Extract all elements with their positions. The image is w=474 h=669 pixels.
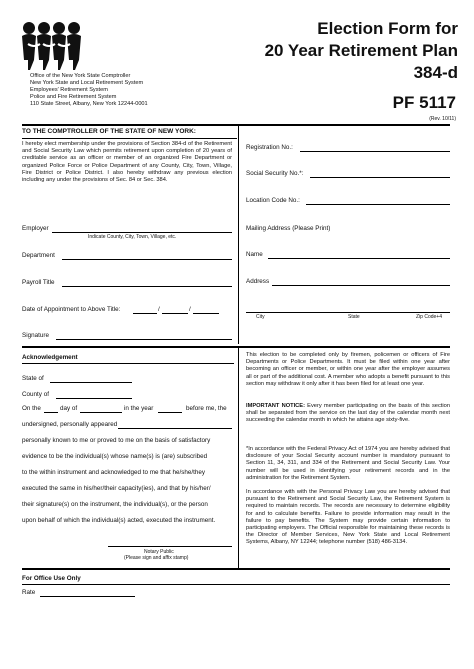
employer-hint: Indicate County, City, Town, Village, etc. — [88, 234, 177, 240]
employer-label: Employer — [22, 225, 49, 232]
form-title-line3: 384-d — [413, 63, 458, 82]
important-notice-text: Every member participating on the basis of this section shall be separated from the service on the last day of the calendar month next succeeding the calendar month in which he attains age sixty-five. — [246, 403, 450, 424]
mailing-address-label: Mailing Address (Please Print) — [246, 225, 331, 232]
column-divider — [238, 124, 239, 344]
acknowledgement-rule — [22, 363, 234, 364]
signature-input[interactable] — [56, 339, 232, 340]
city-state-zip-input[interactable] — [246, 312, 450, 313]
name-label: Name — [246, 251, 263, 258]
acknowledgement-line: personally known to me or proved to me on the basis of satisfactory — [22, 437, 211, 444]
acknowledgement-line: executed the same in his/her/their capacity(ies), and that by his/her/ — [22, 485, 211, 492]
appointment-date-label: Date of Appointment to Above Title: — [22, 306, 121, 313]
election-heading-rule — [22, 138, 237, 139]
office-address-block — [30, 73, 148, 108]
federal-privacy-notice: *In accordance with the Federal Privacy Act of 1974 you are hereby advised that disclosure of your Social Security account number is mandatory pursuant to Section 11, 34, 311, and 334 of the Retirement and Social Security Law. Your number will be used in identifying your retirement records and in the administration for the Retirement System. — [246, 446, 450, 481]
state-of-label: State of — [22, 375, 44, 382]
rate-label: Rate — [22, 589, 36, 596]
appointment-month-input[interactable] — [133, 313, 157, 314]
department-label: Department — [22, 252, 55, 259]
office-line: 110 State Street, Albany, New York 12244-0001 — [30, 101, 148, 107]
acknowledgement-line: evidence to be the individual(s) whose name(s) is (are) subscribed — [22, 453, 208, 460]
office-line: Office of the New York State Comptroller — [30, 73, 131, 79]
acknowledgement-line: to the within instrument and acknowledged to me that he/she/they — [22, 469, 206, 476]
election-text: I hereby elect membership under the provisions of Section 384-d of the Retirement and Social Security Law which permits retirement upon completion of 20 years of creditable service as an officer or member of an organized Fire Department or organized Police Force or Police Department of any County, City, Town, Village, Fire District or Police District. I also hereby withdraw any previous election including any under the provisions of Sec. 84 or Sec. 384. — [22, 141, 232, 184]
year-input[interactable] — [158, 412, 182, 413]
state-label: State — [348, 314, 360, 320]
name-input[interactable] — [268, 258, 450, 259]
filing-instructions: This election to be completed only by firemen, policemen or officers of Fire Departments or Police Departments. It must be filed within one year after becoming an officer or member, or within one year after the employer assumes all or part of the additional cost. A member who adopts a benefit pursuant to this section may withdraw it only after it has been filed for at least one year. — [246, 352, 450, 387]
acknowledgement-line: their signature(s) on the instrument, the individual(s), or the person — [22, 501, 208, 508]
on-the-label: On the — [22, 405, 41, 412]
retirement-system-logo — [20, 20, 84, 72]
date-slash: / — [158, 306, 160, 313]
signature-label: Signature — [22, 332, 49, 339]
acknowledgement-line: upon behalf of which the individual(s) acted, executed the instrument. — [22, 517, 216, 524]
date-slash: / — [189, 306, 191, 313]
before-me-label: before me, the — [186, 405, 227, 412]
location-code-input[interactable] — [306, 204, 450, 205]
state-of-input[interactable] — [50, 382, 132, 383]
registration-input[interactable] — [300, 151, 450, 152]
office-use-rule — [22, 584, 450, 585]
undersigned-label: undersigned, personally appeared — [22, 421, 118, 428]
ssn-label: Social Security No.*: — [246, 170, 304, 177]
county-of-input[interactable] — [56, 398, 132, 399]
in-the-year-label: in the year — [124, 405, 154, 412]
address-input[interactable] — [272, 285, 450, 286]
registration-label: Registration No.: — [246, 144, 293, 151]
revision-date: (Rev. 10/11) — [429, 116, 456, 122]
employer-input[interactable] — [52, 232, 232, 233]
location-code-label: Location Code No.: — [246, 197, 300, 204]
notary-label: Notary Public — [144, 549, 174, 555]
notary-hint: (Please sign and affix stamp) — [124, 555, 189, 561]
form-title-line1: Election Form for — [317, 19, 458, 38]
address-label: Address — [246, 278, 270, 285]
column-divider — [238, 346, 239, 568]
day-of-label: day of — [60, 405, 78, 412]
zip-label: Zip Code+4 — [416, 314, 442, 320]
acknowledgement-heading: Acknowledgement — [22, 354, 78, 361]
important-notice — [246, 403, 450, 425]
city-label: City — [256, 314, 265, 320]
election-heading: TO THE COMPTROLLER OF THE STATE OF NEW YORK: — [22, 128, 196, 135]
form-title-line2: 20 Year Retirement Plan — [264, 41, 458, 60]
top-divider — [22, 124, 450, 126]
payroll-title-input[interactable] — [62, 286, 232, 287]
rate-input[interactable] — [40, 596, 135, 597]
office-use-heading: For Office Use Only — [22, 575, 81, 582]
appeared-name-input[interactable] — [118, 428, 232, 429]
ssn-input[interactable] — [310, 177, 450, 178]
appointment-day-input[interactable] — [162, 313, 188, 314]
bottom-divider — [22, 568, 450, 570]
form-number: PF 5117 — [392, 93, 456, 112]
office-line: Police and Fire Retirement System — [30, 94, 117, 100]
day-input[interactable] — [44, 412, 58, 413]
notary-signature-input[interactable] — [108, 546, 232, 547]
middle-divider — [22, 346, 450, 348]
important-notice-label: IMPORTANT NOTICE: — [246, 403, 305, 409]
payroll-title-label: Payroll Title — [22, 279, 55, 286]
county-of-label: County of — [22, 391, 49, 398]
department-input[interactable] — [62, 259, 232, 260]
office-line: Employees' Retirement System — [30, 87, 108, 93]
appointment-year-input[interactable] — [193, 313, 219, 314]
personal-privacy-notice: In accordance with with the Personal Privacy Law you are hereby advised that pursuant to the Retirement and Social Security Law, the Retirement System is required to maintain records. The records are necessary to determine eligibility for and to calculate benefits. Failure to provide information may result in the failure to pay benefits. The System may provide certain information to participating employers. The Official responsible for maintaining these records is the Director of Member Services, New York State and Local Retirement Systems, Albany, NY 12244; telephone number (518) 486-3134. — [246, 489, 450, 546]
month-input[interactable] — [80, 412, 122, 413]
office-line: New York State and Local Retirement System — [30, 80, 144, 86]
